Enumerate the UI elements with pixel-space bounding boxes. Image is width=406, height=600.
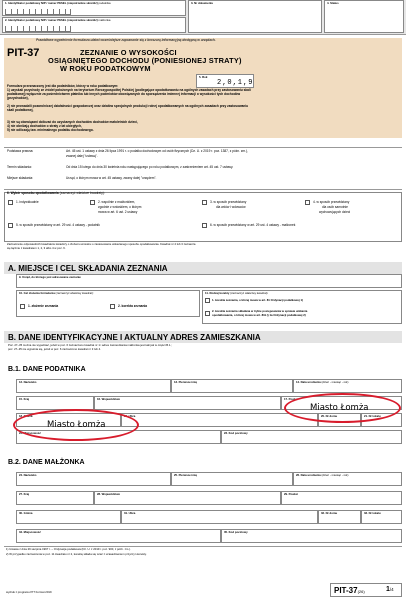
legal-place-label: Miejsce składania: [7, 176, 34, 180]
field-6-checkbox-5[interactable] [8, 223, 13, 228]
field-18-highlight-ellipse [13, 409, 139, 441]
field-11-opt1: 1. korekta zeznania, o której mowa w art. 81 Ordynacji podatkowej 1) [212, 298, 303, 302]
legal-deadline-label: Termin składania: [7, 165, 32, 169]
field-6-opt6: 6. w sposób przewidziany w art. 29 ust. 4 ustawy - małżonek [210, 223, 296, 227]
field-6-checkbox-2[interactable] [90, 200, 95, 205]
footnote-2: 2) W przypadku zaznaczenia w poz. 11 kwadratu nr 2, korektę składa się wraz z uzasadnieniem przyczyn korekty. [6, 552, 147, 556]
field-26-data-urodzenia[interactable] [293, 472, 402, 486]
field-10-opt1: 1. złożenie zeznania [28, 304, 59, 308]
purpose-title: Formularz przeznaczony jest dla podatników, którzy w roku podatkowym: [7, 84, 119, 88]
field-3-nr-dokumentu[interactable] [188, 0, 322, 33]
field-11-opt2a: 2. korekta zeznania składana w trybie postępowania w sprawie unikania [212, 309, 308, 313]
field-1-tail: podatnika [98, 1, 111, 5]
purpose-1b: podatkowej) wyłącznie za pośrednictwem płatnika lub innych podmiotów obowiązanych do sporządzenia imiennej informacji o wysokości tych dochodów [7, 92, 241, 96]
field-14-label: 14. Data urodzenia [296, 380, 321, 384]
field-26-label: 26. Data urodzenia [296, 473, 321, 477]
field-10-label: 10. Cel złożenia formularza [19, 291, 55, 295]
section-b-note2: poz. 27–35 nie wypełnia się, jeżeli w poz. 6 zaznaczono kwadrat nr 3 lub 4. [8, 347, 101, 351]
field-6-opt2a: 2. wspólnie z małżonkiem, [98, 200, 136, 204]
printed-by: wydruk z programu PIT Format 2019 [6, 590, 52, 594]
form-code: PIT-37 [7, 47, 40, 59]
field-3-label: 3. Nr dokumentu [191, 1, 214, 5]
legal-basis-text: Art. 45 ust. 1 ustawy z dnia 26 lipca 1991 r. o podatku dochodowym od osób fizycznych (Dz. U. z 2019 r. poz. 1387, z późn. zm.), [66, 149, 248, 153]
field-23-kod-pocztowy[interactable] [221, 430, 402, 444]
instruction-text: Prawidłowe wypełnienie formularza ułatwi wcześniejsze zapoznanie się z broszurą informacyjną dostępną w urzędach. [36, 38, 216, 42]
field-6-opt4a: 4. w sposób przewidziany [313, 200, 350, 204]
legal-deadline-text: Od dnia 15 lutego do dnia 30 kwietnia roku następującego po roku podatkowym, z zastrzeżeniem art. 45 ust. 7 ustawy. [66, 165, 234, 169]
field-5-label: 5. Rok [199, 75, 208, 79]
field-6-opt4c: wychowujących dzieci [319, 210, 351, 214]
footer-form-code: PIT-37 [334, 586, 358, 595]
section-b2-title: B.2. DANE MAŁŻONKA [8, 459, 85, 466]
field-2-nip-malzonka[interactable] [2, 17, 186, 33]
field-6-opt2c: mowa w art. 6 ust. 2 ustawy [98, 210, 138, 214]
field-31-label: 31. Ulica [124, 511, 136, 515]
field-23-label: 23. Kod pocztowy [224, 431, 248, 435]
field-6-note1: Zaznaczenie odpowiednich kwadratów świadczy o złożeniu wniosku o zastosowanie wskazanego sposobu opodatkowania. Kwadrat nr 2 lub 3 zaznacza [7, 242, 196, 246]
field-4-status[interactable] [324, 0, 404, 33]
purpose-3: 3) nie są obowiązani doliczać do uzyskanych dochodów dochodów małoletnich dzieci, [7, 120, 138, 124]
legal-place-text: Urząd, o którym mowa w art. 45 ustawy, zwany dalej "urzędem". [66, 176, 157, 180]
field-1-label: 1. Identyfikator podatkowy NIP / numer PESEL (niepotrzebne skreślić) [5, 1, 98, 5]
field-14-hint: (dzień - miesiąc - rok) [321, 380, 349, 384]
field-1-nip-podatnika[interactable] [2, 0, 186, 16]
field-6-note2: się łącznie z kwadratem 1, 2, 3 albo 4 w poz. 6. [7, 246, 66, 250]
field-13-label: 13. Pierwsze imię [174, 380, 198, 384]
field-24-nazwisko[interactable] [16, 472, 171, 486]
field-17-highlight-ellipse [284, 393, 401, 423]
footer-form-version: (26) [357, 589, 365, 594]
field-33-nr-lokalu[interactable] [361, 510, 402, 524]
field-6-opt1-label: 1. indywidualnie [16, 200, 39, 204]
field-5-year[interactable] [196, 74, 254, 88]
section-a-title [4, 262, 402, 274]
field-18-label: 18. Gmina [19, 414, 33, 418]
field-35-label: 35. Kod pocztowy [224, 530, 248, 534]
field-33-label: 33. Nr lokalu [364, 511, 381, 515]
field-19-label: 19. Ulica [124, 414, 136, 418]
field-18-value: Miasto Łomża [47, 420, 106, 430]
field-6-opt2b: zgodnie z wnioskiem, o którym [98, 205, 142, 209]
field-26-hint: (dzień - miesiąc - rok) [321, 473, 349, 477]
field-2-comb [5, 26, 71, 32]
field-6-opt5: 5. w sposób przewidziany w art. 29 ust. 4 ustawy - podatnik [16, 223, 100, 227]
field-10-hint: (zaznaczyć właściwy kwadrat): [55, 291, 94, 295]
field-30-label: 30. Gmina [19, 511, 33, 515]
field-27-kraj[interactable] [16, 491, 94, 505]
field-16-wojewodztwo[interactable] [94, 396, 281, 410]
field-6-title: Wybór sposobu opodatkowania [10, 191, 59, 195]
legal-basis-label: Podstawa prawna: [7, 149, 34, 153]
field-19-ulica[interactable] [121, 413, 318, 427]
field-6-opt3a: 3. w sposób przewidziany [210, 200, 247, 204]
field-6-hint: (zaznaczyć właściwe kwadraty): [59, 191, 105, 195]
form-title-line1: ZEZNANIE O WYSOKOŚCI [80, 48, 177, 57]
field-32-label: 32. Nr domu [321, 511, 338, 515]
field-30-gmina[interactable] [16, 510, 121, 524]
field-28-label: 28. Województwo [97, 492, 121, 496]
field-1-comb [5, 9, 71, 15]
field-12-nazwisko[interactable] [16, 379, 171, 393]
field-34-label: 34. Miejscowość [19, 530, 41, 534]
field-16-label: 16. Województwo [97, 397, 121, 401]
form-title-line2: OSIĄGNIĘTEGO DOCHODU (PONIESIONEJ STRATY) [48, 56, 242, 65]
section-b-title [4, 331, 402, 343]
field-11-opt2b: opodatkowania, o której mowa w art. 81b § 1a Ordynacji podatkowej 2) [212, 313, 306, 317]
field-11-label: 11. Rodzaj korekty [205, 291, 230, 295]
field-29-label: 29. Powiat [284, 492, 298, 496]
field-34-miejscowosc[interactable] [16, 529, 221, 543]
field-10-checkbox-2[interactable] [110, 304, 115, 309]
section-b-note1: Poz. 27–35 można nie wypełniać, jeżeli w poz. 6 zaznaczono kwadrat nr 1 i adres zamieszkania małżonka jest taki jak w części B.1.; [8, 343, 173, 347]
purpose-2b: skali podatkowej, [7, 108, 34, 112]
field-35-kod-pocztowy[interactable] [221, 529, 402, 543]
purpose-1: 1) uzyskali przychody ze źródeł położonych na terytorium Rzeczypospolitej Polskiej (podlegające opodatkowaniu na ogólnych zasadach przy zastosowaniu skali [7, 88, 251, 92]
field-11-checkbox-2[interactable] [205, 311, 210, 316]
field-6-number: 6. [7, 191, 10, 195]
field-20-label: 20. Nr domu [321, 414, 338, 418]
purpose-2: 2) nie prowadzili pozarolniczej działalności gospodarczej oraz działów specjalnych produkcji rolnej opodatkowanych na ogólnych zasadach przy zastosowaniu [7, 104, 249, 108]
field-10-checkbox-1[interactable] [20, 304, 25, 309]
field-17-value: Miasto Łomża [310, 403, 369, 413]
field-29-powiat[interactable] [281, 491, 402, 505]
field-11-checkbox-1[interactable] [205, 298, 210, 303]
section-a-heading: A. MIEJSCE I CEL SKŁADANIA ZEZNANIA [8, 264, 168, 273]
section-b-heading: B. DANE IDENTYFIKACYJNE I AKTUALNY ADRES ZAMIESZKANIA [8, 333, 261, 342]
field-6-opt4b: dla osób samotnie [322, 205, 348, 209]
field-13-imie[interactable] [171, 379, 293, 393]
field-22-label: 22. Miejscowość [19, 431, 41, 435]
field-5-year-value: 2,0,1,9 [217, 79, 254, 87]
field-2-tail: małżonka [98, 18, 111, 22]
field-27-label: 27. Kraj [19, 492, 30, 496]
field-15-kraj[interactable] [16, 396, 94, 410]
footer-page-number: 1 [386, 586, 390, 593]
field-6-checkbox-6[interactable] [202, 223, 207, 228]
field-6-opt3b: dla wdów i wdowców [216, 205, 246, 209]
field-25-imie[interactable] [171, 472, 293, 486]
field-6-checkbox-4[interactable] [305, 200, 310, 205]
purpose-1c: (przychodów), [7, 96, 29, 100]
purpose-4: 4) nie obniżają dochodów o straty z lat ubiegłych, [7, 124, 82, 128]
field-15-label: 15. Kraj [19, 397, 30, 401]
field-10-opt2: 2. korekta zeznania [118, 304, 148, 308]
footnote-1: 1) Ustawa z dnia 29 sierpnia 1997 r. – Ordynacja podatkowa (Dz. U. z 2019 r. poz. 900, z późn. zm.). [6, 547, 131, 551]
form-title-line3: W ROKU PODATKOWYM [60, 64, 151, 73]
field-14-data-urodzenia[interactable] [293, 379, 402, 393]
field-31-ulica[interactable] [121, 510, 318, 524]
field-9-label: 9. Urząd, do którego jest adresowane zeznanie [19, 275, 81, 279]
field-9-urzad[interactable] [16, 274, 402, 288]
field-2-label: 2. Identyfikator podatkowy NIP / numer PESEL (niepotrzebne skreślić) [5, 18, 98, 22]
footer-page-total: /4 [389, 587, 394, 592]
field-21-label: 21. Nr lokalu [364, 414, 381, 418]
field-32-nr-domu[interactable] [318, 510, 361, 524]
field-6-heading [7, 192, 105, 196]
field-11-rodzaj-korekty [202, 290, 402, 324]
field-25-label: 25. Pierwsze imię [174, 473, 198, 477]
field-4-label: 4. Status [327, 1, 339, 5]
field-6-checkbox-3[interactable] [202, 200, 207, 205]
field-28-wojewodztwo[interactable] [94, 491, 281, 505]
section-b1-title: B.1. DANE PODATNIKA [8, 366, 86, 373]
field-12-label: 12. Nazwisko [19, 380, 37, 384]
field-6-checkbox-1[interactable] [8, 200, 13, 205]
field-17-label: 17. Powiat [284, 397, 298, 401]
purpose-5: 5) nie odliczają tzw. minimalnego podatku dochodowego. [7, 128, 94, 132]
footer-form-code-box [330, 583, 402, 597]
field-11-hint: (zaznaczyć właściwy kwadrat): [230, 291, 269, 295]
field-24-label: 24. Nazwisko [19, 473, 37, 477]
legal-basis-text2: zwanej dalej "ustawą". [66, 154, 98, 158]
